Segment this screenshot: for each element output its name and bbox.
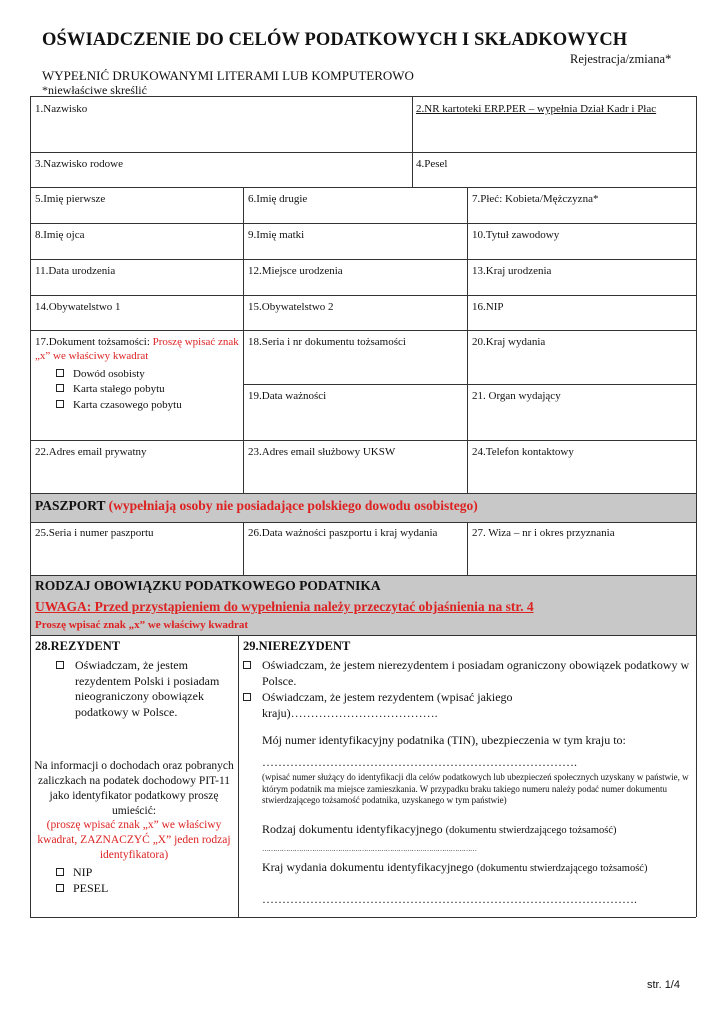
pit-instruction: (proszę wpisać znak „x” we właściwy kwadrat, ZAZNACZYĆ „X” jeden rodzaj identyfikatora) [37, 819, 231, 861]
field-citizenship-1[interactable]: 14.Obywatelstwo 1 [35, 301, 121, 313]
checkbox-icon[interactable] [56, 384, 64, 392]
field-birth-surname[interactable]: 3.Nazwisko rodowe [35, 158, 123, 170]
doc-type-label: Rodzaj dokumentu identyfikacyjnego (dokumentu stwierdzającego tożsamość) [262, 822, 617, 836]
field-second-name[interactable]: 6.Imię drugie [248, 193, 308, 205]
tax-warning: UWAGA: Przed przystąpieniem do wypełnienia należy przeczytać objaśnienia na str. 4 [35, 599, 534, 614]
field-expiry-date[interactable]: 19.Data ważności [248, 390, 327, 402]
tin-note: (wpisać numer służący do identyfikacji dla celów podatkowych lub ubezpieczeń społecznych uzyskany w państwie, w którym podatnik ma miejsce zamieszkania. W przypadku braku takiego numeru należy podać numer dokumentu stwierdzającego tożsamość podatnika, uzyskanego w tym państwie) [262, 772, 689, 806]
checkbox-icon[interactable] [56, 369, 64, 377]
checkbox-icon[interactable] [56, 400, 64, 408]
form-title: OŚWIADCZENIE DO CELÓW PODATKOWYCH I SKŁADKOWYCH [42, 30, 628, 50]
field-pesel[interactable]: 4.Pesel [416, 158, 448, 170]
issue-country-field[interactable]: …………………………………………………………………………………. [262, 892, 637, 906]
field-visa[interactable]: 27. Wiza – nr i okres przyznania [472, 527, 615, 539]
field-title[interactable]: 10.Tytuł zawodowy [472, 229, 560, 241]
field-nip[interactable]: 16.NIP [472, 301, 504, 313]
checkbox-icon[interactable] [56, 868, 64, 876]
field-father-name[interactable]: 8.Imię ojca [35, 229, 85, 241]
field-surname[interactable]: 1.Nazwisko [35, 103, 88, 115]
field-citizenship-2[interactable]: 15.Obywatelstwo 2 [248, 301, 334, 313]
identifier-option-nip[interactable]: NIP [56, 865, 92, 881]
field-phone[interactable]: 24.Telefon kontaktowy [472, 446, 574, 458]
issue-country-label: Kraj wydania dokumentu identyfikacyjnego (dokumentu stwierdzającego tożsamość) [262, 860, 648, 874]
field-work-email[interactable]: 23.Adres email służbowy UKSW [248, 446, 396, 458]
checkbox-icon[interactable] [243, 661, 251, 669]
id-option-temporary-card[interactable]: Karta czasowego pobytu [56, 399, 182, 411]
id-option-id-card[interactable]: Dowód osobisty [56, 368, 145, 380]
field-birth-date[interactable]: 11.Data urodzenia [35, 265, 116, 277]
field-passport-expiry[interactable]: 26.Data ważności paszportu i kraj wydania [248, 527, 438, 539]
id-option-permanent-card[interactable]: Karta stałego pobytu [56, 383, 165, 395]
tin-label: Mój numer identyfikacyjny podatnika (TIN), ubezpieczenia w tym kraju to: [262, 733, 626, 747]
resident-option[interactable]: Oświadczam, że jestem rezydentem Polski i posiadam nieograniczony obowiązek podatkowy w Polsce. [56, 658, 234, 720]
field-private-email[interactable]: 22.Adres email prywatny [35, 446, 147, 458]
field-document-number[interactable]: 18.Seria i nr dokumentu tożsamości [248, 336, 406, 348]
strike-note: *niewłaściwe skreślić [42, 83, 147, 97]
field-issue-country[interactable]: 20.Kraj wydania [472, 336, 546, 348]
pit-info: Na informacji o dochodach oraz pobranych zaliczkach na podatek dochodowy PIT-11 jako identyfikator podatkowy proszę umieścić: [34, 760, 234, 817]
field-birth-place[interactable]: 12.Miejsce urodzenia [248, 265, 343, 277]
field-first-name[interactable]: 5.Imię pierwsze [35, 193, 106, 205]
passport-heading: PASZPORT (wypełniają osoby nie posiadające polskiego dowodu osobistego) [35, 498, 478, 513]
field-issuing-authority[interactable]: 21. Organ wydający [472, 390, 561, 402]
checkbox-icon[interactable] [243, 693, 251, 701]
nonresident-heading: 29.NIEREZYDENT [243, 639, 351, 653]
resident-heading: 28.REZYDENT [35, 639, 121, 653]
registration-label: Rejestracja/zmiana* [570, 52, 672, 66]
field-mother-name[interactable]: 9.Imię matki [248, 229, 305, 241]
fill-instruction: WYPEŁNIĆ DRUKOWANYMI LITERAMI LUB KOMPUTEROWO [42, 68, 414, 83]
page-number: str. 1/4 [646, 979, 680, 991]
tax-instruction: Proszę wpisać znak „x” we właściwy kwadrat [35, 619, 249, 631]
field-gender[interactable]: 7.Płeć: Kobieta/Mężczyzna* [472, 193, 599, 205]
nonresident-option[interactable]: Oświadczam, że jestem nierezydentem i posiadam ograniczony obowiązek podatkowy w Polsce. [243, 658, 691, 689]
field-passport-number[interactable]: 25.Seria i numer paszportu [35, 527, 154, 539]
doc-type-field[interactable]: ……………………………………………………………………………………… [262, 845, 477, 853]
field-birth-country[interactable]: 13.Kraj urodzenia [472, 265, 552, 277]
checkbox-icon[interactable] [56, 884, 64, 892]
resident-abroad-option[interactable]: Oświadczam, że jestem rezydentem (wpisać jakiego kraju)………………………………. [243, 690, 573, 721]
identifier-option-pesel[interactable]: PESEL [56, 881, 108, 897]
field-erp-number[interactable]: 2.NR kartoteki ERP.PER – wypełnia Dział Kadr i Płac [416, 103, 657, 115]
id-document-label: 17.Dokument tożsamości: Proszę wpisać znak „x” we właściwy kwadrat [35, 336, 239, 362]
tin-field[interactable]: ……………………………………………………………………. [262, 755, 577, 769]
checkbox-icon[interactable] [56, 661, 64, 669]
tax-heading: RODZAJ OBOWIĄZKU PODATKOWEGO PODATNIKA [35, 578, 381, 593]
